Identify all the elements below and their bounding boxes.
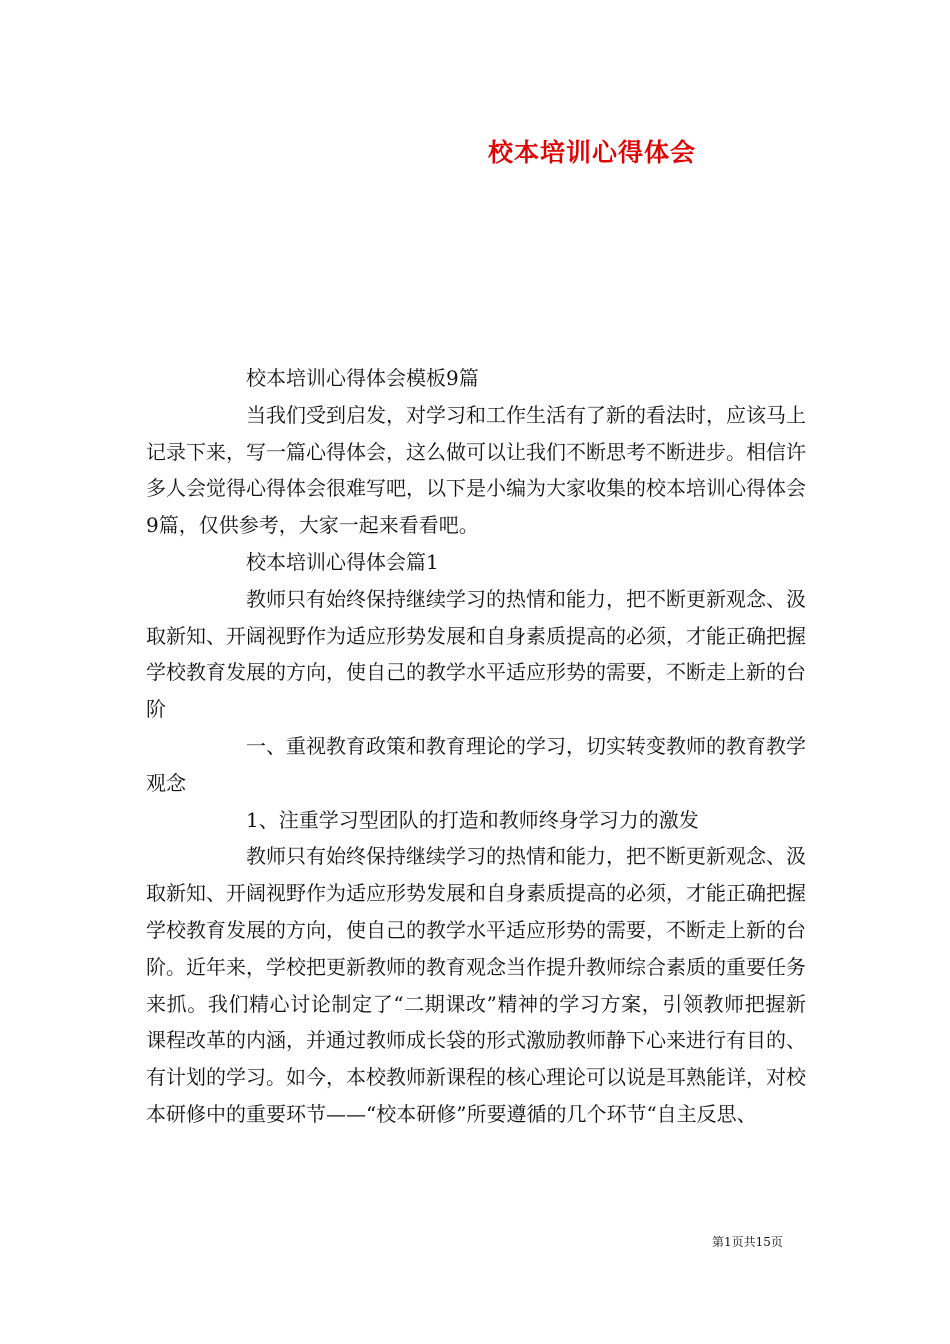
document-body: [146, 360, 806, 1133]
paragraph-subtitle: 校本培训心得体会模板9篇: [246, 366, 479, 390]
document-title: 校本培训心得体会: [488, 138, 697, 167]
paragraph-subpoint-heading: 1、注重学习型团队的打造和教师终身学习力的激发: [246, 807, 699, 832]
paragraph-point-heading: 一、重视教育政策和教育理论的学习，切实转变教师的教育教学观念: [146, 733, 806, 795]
paragraph-section-heading: 校本培训心得体会篇1: [246, 549, 439, 574]
page-number: 第1页共15页: [712, 1235, 783, 1249]
paragraph-body: 教师只有始终保持继续学习的热情和能力，把不断更新观念、汲取新知、开阔视野作为适应形势发展和自身素质提高的必须，才能正确把握学校教育发展的方向，使自己的教学水平适应形势的需要，不断走上新的台阶: [146, 586, 806, 722]
paragraph-body: 教师只有始终保持继续学习的热情和能力，把不断更新观念、汲取新知、开阔视野作为适应形势发展和自身素质提高的必须，才能正确把握学校教育发展的方向，使自己的教学水平适应形势的需要，不断走上新的台阶。近年来，学校把更新教师的教育观念当作提升教师综合素质的重要任务来抓。我们精心讨论制定了“二期课改”精神的学习方案，引领教师把握新课程改革的内涵，并通过教师成长袋的形式激励教师静下心来进行有目的、有计划的学习。如今，本校教师新课程的核心理论可以说是耳熟能详，对校本研修中的重要环节——“校本研修”所要遵循的几个环节“自主反思、: [146, 844, 806, 1126]
paragraph-intro: 当我们受到启发，对学习和工作生活有了新的看法时，应该马上记录下来，写一篇心得体会，这么做可以让我们不断思考不断进步。相信许多人会觉得心得体会很难写吧，以下是小编为大家收集的校本培训心得体会9篇，仅供参考，大家一起来看看吧。: [146, 402, 806, 538]
